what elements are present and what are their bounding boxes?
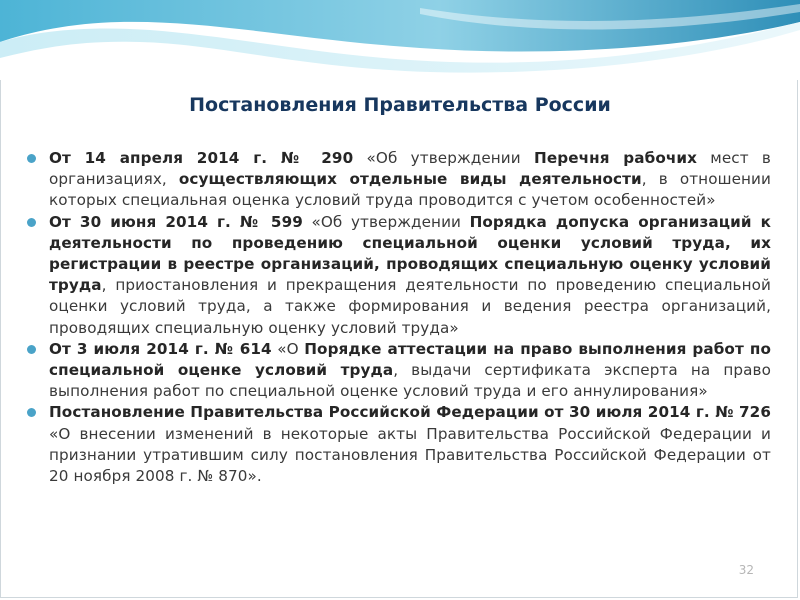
item-emphasis: Порядка допуска организаций к деятельности по проведению специальной оценки условий труда, их регистрации в реестре организаций, проводящих специальную оценку условий труда: [49, 212, 771, 295]
bullet-icon: [27, 345, 36, 354]
item-emphasis: Перечня рабочих: [534, 149, 698, 167]
item-heading: От 3 июля 2014 г. № 614: [49, 339, 272, 358]
bullet-icon: [27, 408, 36, 417]
item-text: «О внесении изменений в некоторые акты Правительства Российской Федерации и признании утратившим силу постановления Правительства Российской Федерации от 20 ноября 2008 г. № 870».: [49, 424, 771, 486]
regulations-list: [27, 148, 771, 487]
wave-header: [0, 0, 800, 80]
list-item: [27, 148, 771, 212]
item-heading: От 30 июня 2014 г. № 599: [49, 212, 303, 231]
item-text: , приостановления и прекращения деятельности по проведению специальной оценки условий труда, а также формирования и ведения реестра организаций, проводящих специальную оценку условий труда»: [49, 276, 771, 337]
item-text: мест в организациях,: [49, 149, 771, 189]
item-text: «Об утверждении: [302, 212, 470, 231]
item-text: , выдачи сертификата эксперта на право выполнения работ по специальной оценке условий труда и его аннулирования»: [49, 361, 771, 401]
item-emphasis: Порядке аттестации на право выполнения работ по специальной оценке условий труда: [49, 339, 771, 380]
bullet-icon: [27, 154, 36, 163]
item-heading: От 14 апреля 2014 г. № 290: [49, 149, 354, 167]
item-text: «О: [271, 339, 305, 358]
item-emphasis: осуществляющих отдельные виды деятельности: [178, 170, 642, 189]
item-text: , в отношении которых специальная оценка условий труда проводится с учетом особенностей»: [49, 170, 771, 210]
slide-title: Постановления Правительства России: [189, 94, 611, 116]
item-heading: Постановление Правительства Российской Федерации от 30 июля 2014 г. № 726: [49, 403, 771, 422]
list-item: [27, 212, 771, 339]
bullet-icon: [27, 218, 36, 227]
list-item: [27, 402, 771, 487]
list-item: [27, 339, 771, 403]
page-number: 32: [738, 563, 754, 577]
item-text: «Об утверждении: [353, 149, 535, 167]
